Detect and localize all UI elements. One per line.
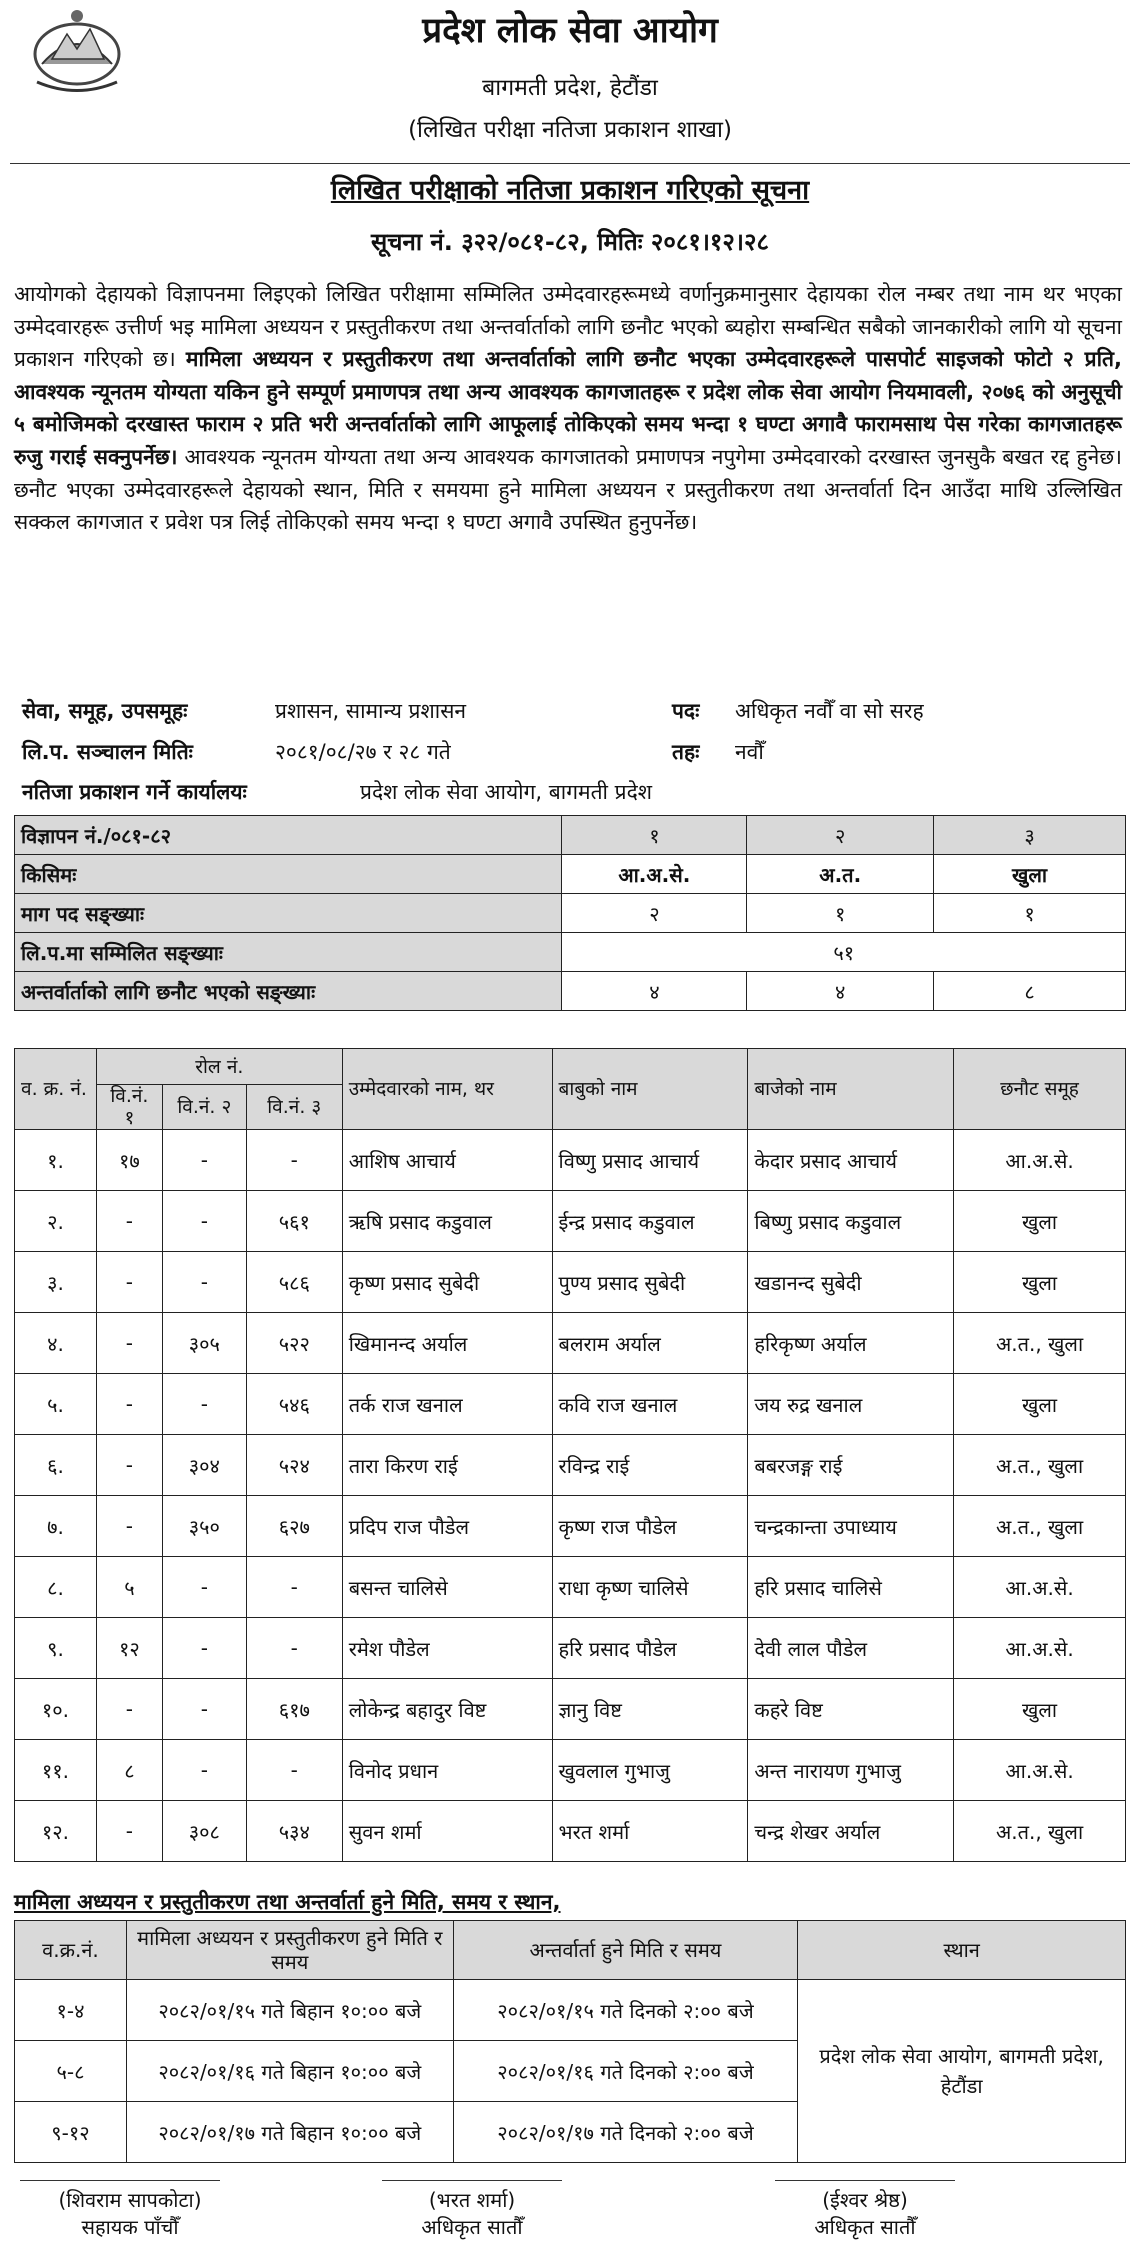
schedule-header-interview: अन्तर्वार्ता हुने मिति र समय (453, 1921, 798, 1980)
cell-group: खुला (954, 1679, 1126, 1740)
cell-sn: ९. (15, 1618, 97, 1679)
schedule-sn: ९-१२ (15, 2102, 127, 2163)
cell-v1: ८ (96, 1740, 162, 1801)
header-divider (10, 163, 1130, 164)
cell-v3: ५८६ (246, 1252, 342, 1313)
cell-sn: १२. (15, 1801, 97, 1862)
cell-sn: ८. (15, 1557, 97, 1618)
signature-title: अधिकृत सातौँ (814, 2215, 916, 2239)
cell-v1: १७ (96, 1130, 162, 1191)
cell-v2: - (162, 1557, 246, 1618)
cell-grandfather: हरिकृष्ण अर्याल (748, 1313, 954, 1374)
header-group: छनौट समूह (954, 1049, 1126, 1130)
cell-v1: - (96, 1679, 162, 1740)
schedule-interview: २०८२/०१/१७ गते दिनको २:०० बजे (453, 2102, 798, 2163)
info-label: किसिमः (15, 855, 562, 894)
advertisement-info-table (14, 815, 1126, 1011)
signature-block-3 (735, 2186, 995, 2240)
cell-name: रमेश पौडेल (342, 1618, 552, 1679)
cell-grandfather: अन्त नारायण गुभाजु (748, 1740, 954, 1801)
cell-father: हरि प्रसाद पौडेल (552, 1618, 748, 1679)
page-title: प्रदेश लोक सेवा आयोग (422, 11, 718, 51)
info-label: माग पद सङ्ख्याः (15, 894, 562, 933)
header-father: बाबुको नाम (552, 1049, 748, 1130)
info-cell: १ (562, 816, 747, 855)
cell-v3: - (246, 1557, 342, 1618)
cell-group: खुला (954, 1374, 1126, 1435)
cell-father: कवि राज खनाल (552, 1374, 748, 1435)
cell-sn: ४. (15, 1313, 97, 1374)
cell-grandfather: हरि प्रसाद चालिसे (748, 1557, 954, 1618)
table-row (15, 1191, 1126, 1252)
table-row (15, 1313, 1126, 1374)
cell-v2: - (162, 1618, 246, 1679)
cell-name: प्रदिप राज पौडेल (342, 1496, 552, 1557)
info-cell: २ (747, 816, 934, 855)
cell-grandfather: खडानन्द सुबेदी (748, 1252, 954, 1313)
cell-v2: ३०८ (162, 1801, 246, 1862)
cell-group: आ.अ.से. (954, 1557, 1126, 1618)
candidate-table (14, 1048, 1126, 1862)
signature-name: (भरत शर्मा) (428, 2188, 516, 2212)
cell-v2: ३०५ (162, 1313, 246, 1374)
cell-sn: ६. (15, 1435, 97, 1496)
cell-v2: - (162, 1679, 246, 1740)
branch-subtitle: (लिखित परीक्षा नतिजा प्रकाशन शाखा) (408, 117, 732, 143)
header-v1: वि.नं. १ (96, 1085, 162, 1130)
info-cell: १ (934, 894, 1126, 933)
cell-father: बलराम अर्याल (552, 1313, 748, 1374)
cell-group: अ.त., खुला (954, 1435, 1126, 1496)
cell-father: विष्णु प्रसाद आचार्य (552, 1130, 748, 1191)
cell-father: राधा कृष्ण चालिसे (552, 1557, 748, 1618)
cell-sn: ११. (15, 1740, 97, 1801)
cell-v2: ३०४ (162, 1435, 246, 1496)
cell-father: रविन्द्र राई (552, 1435, 748, 1496)
cell-grandfather: जय रुद्र खनाल (748, 1374, 954, 1435)
signature-line (775, 2180, 955, 2181)
schedule-case: २०८२/०१/१७ गते बिहान १०:०० बजे (126, 2102, 453, 2163)
schedule-header-sn: व.क्र.नं. (15, 1921, 127, 1980)
signature-line (20, 2180, 220, 2181)
cell-v3: ५२४ (246, 1435, 342, 1496)
cell-grandfather: कहरे विष्ट (748, 1679, 954, 1740)
cell-name: विनोद प्रधान (342, 1740, 552, 1801)
info-row-type (15, 855, 1126, 894)
cell-name: आशिष आचार्य (342, 1130, 552, 1191)
header-grandfather: बाजेको नाम (748, 1049, 954, 1130)
table-row (15, 1130, 1126, 1191)
cell-v1: ५ (96, 1557, 162, 1618)
table-row (15, 1496, 1126, 1557)
office-label: नतिजा प्रकाशन गर्ने कार्यालयः (22, 780, 247, 804)
schedule-case: २०८२/०१/१५ गते बिहान १०:०० बजे (126, 1980, 453, 2041)
cell-group: अ.त., खुला (954, 1801, 1126, 1862)
schedule-interview: २०८२/०१/१६ गते दिनको २:०० बजे (453, 2041, 798, 2102)
cell-grandfather: केदार प्रसाद आचार्य (748, 1130, 954, 1191)
info-row-selected (15, 972, 1126, 1011)
cell-v3: - (246, 1130, 342, 1191)
signature-title: सहायक पाँचौँ (81, 2215, 179, 2239)
cell-v3: ६२७ (246, 1496, 342, 1557)
cell-group: आ.अ.से. (954, 1130, 1126, 1191)
cell-father: पुण्य प्रसाद सुबेदी (552, 1252, 748, 1313)
signature-block-2 (342, 2186, 602, 2240)
info-row-demand (15, 894, 1126, 933)
schedule-row (15, 1980, 1126, 2041)
table-row (15, 1740, 1126, 1801)
cell-v3: ५२२ (246, 1313, 342, 1374)
cell-v1: - (96, 1191, 162, 1252)
schedule-sn: ५-८ (15, 2041, 127, 2102)
schedule-sn: १-४ (15, 1980, 127, 2041)
info-cell-merged: ५१ (562, 933, 1126, 972)
cell-v3: ५६१ (246, 1191, 342, 1252)
cell-grandfather: बिष्णु प्रसाद कडुवाल (748, 1191, 954, 1252)
cell-sn: ७. (15, 1496, 97, 1557)
info-cell: खुला (934, 855, 1126, 894)
info-cell: २ (562, 894, 747, 933)
table-row (15, 1801, 1126, 1862)
candidate-header-row (15, 1049, 1126, 1085)
cell-sn: ३. (15, 1252, 97, 1313)
table-row (15, 1374, 1126, 1435)
exam-date-value: २०८१/०८/२७ र २८ गते (275, 740, 451, 764)
cell-name: तारा किरण राई (342, 1435, 552, 1496)
para-text-1: आयोगको देहायको विज्ञापनमा लिइएको लिखित परीक्षामा सम्मिलित उम्मेदवारहरूमध्ये वर्णानुक्रमानुसार देहायका रोल नम्बर तथा नाम थर भएका उम्मेदवारहरू उत्तीर्ण भइ मामिला अध्ययन र प्रस्तुतीकरण तथा अन्तर्वार्ताको लागि छनौट भएको ब्यहोरा सम्बन्धित सबैको जानकारीको लागि यो सूचना प्रकाशन गरिएको छ। (14, 282, 1122, 372)
province-subtitle: बागमती प्रदेश, हेटौंडा (482, 75, 658, 101)
cell-father: भरत शर्मा (552, 1801, 748, 1862)
cell-father: खुवलाल गुभाजु (552, 1740, 748, 1801)
table-row (15, 1679, 1126, 1740)
cell-v2: - (162, 1740, 246, 1801)
level-value: नवौँ (735, 740, 764, 764)
schedule-header-venue: स्थान (798, 1921, 1126, 1980)
cell-v2: ३५० (162, 1496, 246, 1557)
cell-v2: - (162, 1374, 246, 1435)
info-cell: अ.त. (747, 855, 934, 894)
signature-line (382, 2180, 562, 2181)
cell-v3: ५३४ (246, 1801, 342, 1862)
info-row-participants (15, 933, 1126, 972)
schedule-interview: २०८२/०१/१५ गते दिनको २:०० बजे (453, 1980, 798, 2041)
post-label: पदः (672, 699, 700, 723)
info-cell: ४ (747, 972, 934, 1011)
cell-group: आ.अ.से. (954, 1618, 1126, 1679)
schedule-header-case: मामिला अध्ययन र प्रस्तुतीकरण हुने मिति र समय (126, 1921, 453, 1980)
cell-sn: १. (15, 1130, 97, 1191)
post-value: अधिकृत नवौँ वा सो सरह (735, 699, 924, 723)
cell-sn: २. (15, 1191, 97, 1252)
header-v2: वि.नं. २ (162, 1085, 246, 1130)
cell-v2: - (162, 1252, 246, 1313)
cell-v3: ५४६ (246, 1374, 342, 1435)
level-label: तहः (672, 740, 700, 764)
cell-v1: - (96, 1252, 162, 1313)
service-value: प्रशासन, सामान्य प्रशासन (275, 699, 467, 723)
cell-group: अ.त., खुला (954, 1496, 1126, 1557)
cell-v1: - (96, 1496, 162, 1557)
notice-paragraph (14, 278, 1122, 539)
cell-name: कृष्ण प्रसाद सुबेदी (342, 1252, 552, 1313)
cell-group: अ.त., खुला (954, 1313, 1126, 1374)
info-cell: ३ (934, 816, 1126, 855)
cell-v3: - (246, 1740, 342, 1801)
cell-v3: ६१७ (246, 1679, 342, 1740)
cell-name: खिमानन्द अर्याल (342, 1313, 552, 1374)
info-label: विज्ञापन नं./०८१-८२ (15, 816, 562, 855)
cell-grandfather: बबरजङ्ग राई (748, 1435, 954, 1496)
table-row (15, 1557, 1126, 1618)
cell-sn: १०. (15, 1679, 97, 1740)
office-value: प्रदेश लोक सेवा आयोग, बागमती प्रदेश (360, 780, 653, 804)
cell-father: ईन्द्र प्रसाद कडुवाल (552, 1191, 748, 1252)
cell-v1: - (96, 1313, 162, 1374)
cell-name: लोकेन्द्र बहादुर विष्ट (342, 1679, 552, 1740)
header-sn: व. क्र. नं. (15, 1049, 97, 1130)
cell-group: खुला (954, 1191, 1126, 1252)
cell-v2: - (162, 1191, 246, 1252)
notice-title: लिखित परीक्षाको नतिजा प्रकाशन गरिएको सूचना (330, 175, 810, 206)
cell-name: सुवन शर्मा (342, 1801, 552, 1862)
info-row-ad-no (15, 816, 1126, 855)
cell-v1: १२ (96, 1618, 162, 1679)
schedule-header-row (15, 1921, 1126, 1980)
schedule-table (14, 1920, 1126, 2163)
schedule-venue: प्रदेश लोक सेवा आयोग, बागमती प्रदेश, हेटौंडा (798, 1980, 1126, 2163)
signature-name: (ईश्वर श्रेष्ठ) (822, 2188, 908, 2212)
info-label: लि.प.मा सम्मिलित सङ्ख्याः (15, 933, 562, 972)
info-label: अन्तर्वार्ताको लागि छनौट भएको सङ्ख्याः (15, 972, 562, 1011)
schedule-case: २०८२/०१/१६ गते बिहान १०:०० बजे (126, 2041, 453, 2102)
signature-block-1 (0, 2186, 260, 2240)
cell-grandfather: चन्द्र शेखर अर्याल (748, 1801, 954, 1862)
para-text-2: आवश्यक न्यूनतम योग्यता तथा अन्य आवश्यक कागजातको प्रमाणपत्र नपुगेमा उम्मेदवारको दरखास्त जुनसुकै बखत रद्द हुनेछ। छनौट भएका उम्मेदवारहरूले देहायको स्थान, मिति र समयमा हुने मामिला अध्ययन र प्रस्तुतीकरण तथा अन्तर्वार्ता दिन आउँदा माथि उल्लिखित सक्कल कागजात र प्रवेश पत्र लिई तोकिएको समय भन्दा १ घण्टा अगावै उपस्थित हुनुपर्नेछ। (14, 444, 1123, 535)
exam-date-label: लि.प. सञ्चालन मितिः (22, 740, 193, 764)
cell-v1: - (96, 1374, 162, 1435)
cell-name: ऋषि प्रसाद कडुवाल (342, 1191, 552, 1252)
cell-v1: - (96, 1435, 162, 1496)
schedule-heading: मामिला अध्ययन र प्रस्तुतीकरण तथा अन्तर्वार्ता हुने मिति, समय र स्थान, (14, 1890, 561, 1914)
cell-v3: - (246, 1618, 342, 1679)
cell-grandfather: देवी लाल पौडेल (748, 1618, 954, 1679)
cell-father: कृष्ण राज पौडेल (552, 1496, 748, 1557)
cell-father: ज्ञानु विष्ट (552, 1679, 748, 1740)
cell-grandfather: चन्द्रकान्ता उपाध्याय (748, 1496, 954, 1557)
para-text-bold: मामिला अध्ययन र प्रस्तुतीकरण तथा अन्तर्वार्ताको लागि छनौट भएका उम्मेदवारहरूले पासपोर्ट साइजको फोटो २ प्रति, आवश्यक न्यूनतम योग्यता यकिन हुने सम्पूर्ण प्रमाणपत्र तथा अन्य आवश्यक कागजातहरू र प्रदेश लोक सेवा आयोग नियमावली, २०७६ को अनुसूची ५ बमोजिमको दरखास्त फाराम २ प्रति भरी अन्तर्वार्ताको लागि आफूलाई तोकिएको समय भन्दा १ घण्टा अगावै फारामसाथ पेस गरेका कागजातहरू रुजु गराई सक्नुपर्नेछ। (14, 347, 1122, 469)
cell-v2: - (162, 1130, 246, 1191)
cell-name: तर्क राज खनाल (342, 1374, 552, 1435)
table-row (15, 1252, 1126, 1313)
cell-sn: ५. (15, 1374, 97, 1435)
info-cell: ८ (934, 972, 1126, 1011)
header-roll: रोल नं. (96, 1049, 342, 1085)
table-row (15, 1435, 1126, 1496)
cell-name: बसन्त चालिसे (342, 1557, 552, 1618)
cell-group: आ.अ.से. (954, 1740, 1126, 1801)
info-cell: १ (747, 894, 934, 933)
header-name: उम्मेदवारको नाम, थर (342, 1049, 552, 1130)
service-label: सेवा, समूह, उपसमूहः (22, 699, 188, 723)
notice-number: सूचना नं. ३२२/०८१-८२, मितिः २०८१।१२।२८ (371, 228, 769, 256)
signature-name: (शिवराम सापकोटा) (58, 2188, 202, 2212)
info-cell: आ.अ.से. (562, 855, 747, 894)
info-cell: ४ (562, 972, 747, 1011)
cell-group: खुला (954, 1252, 1126, 1313)
notice-title-wrap (0, 170, 1140, 207)
header-v3: वि.नं. ३ (246, 1085, 342, 1130)
signature-title: अधिकृत सातौँ (421, 2215, 523, 2239)
cell-v1: - (96, 1801, 162, 1862)
table-row (15, 1618, 1126, 1679)
